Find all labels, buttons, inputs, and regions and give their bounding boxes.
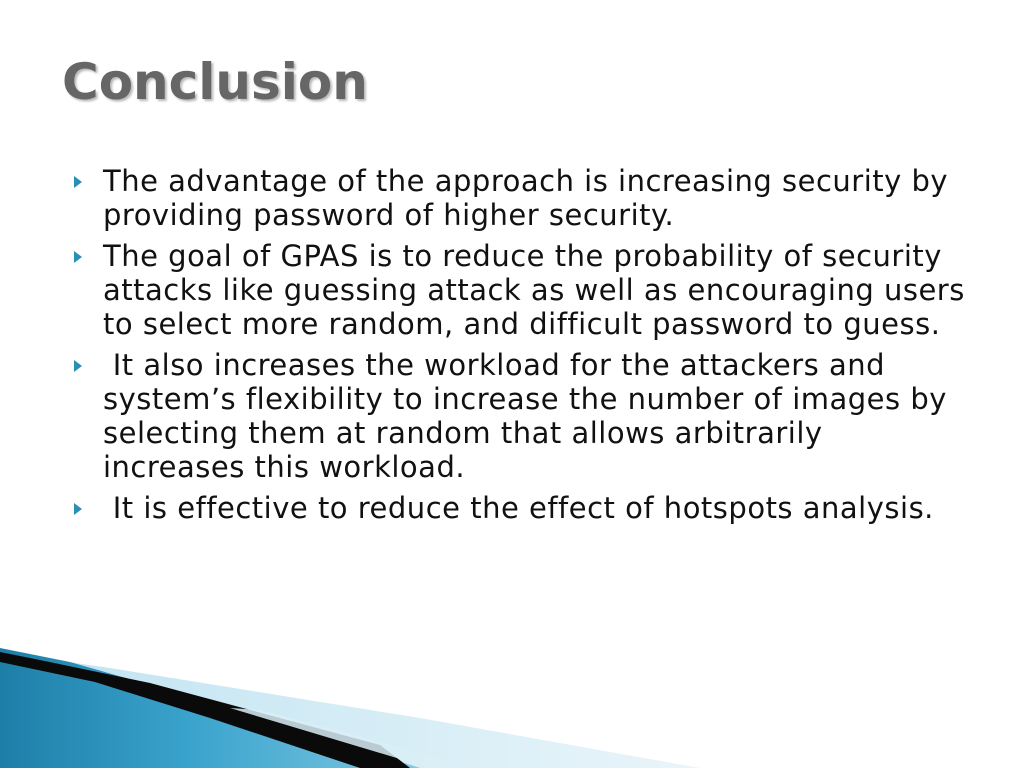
bullet-text: The goal of GPAS is to reduce the probability of security attacks like guessing attack as well as encouraging users to select more random, and difficult password to guess. bbox=[103, 239, 975, 341]
slide-title: Conclusion bbox=[62, 53, 368, 111]
bullet-text: It is effective to reduce the effect of hotspots analysis. bbox=[103, 491, 934, 525]
bullet-text: It also increases the workload for the attackers and system’s flexibility to increase the number of images by selecting them at random that allows arbitrarily increases this workload. bbox=[103, 348, 957, 484]
bullet-text: The advantage of the approach is increasing security by providing password of higher security. bbox=[103, 164, 958, 232]
